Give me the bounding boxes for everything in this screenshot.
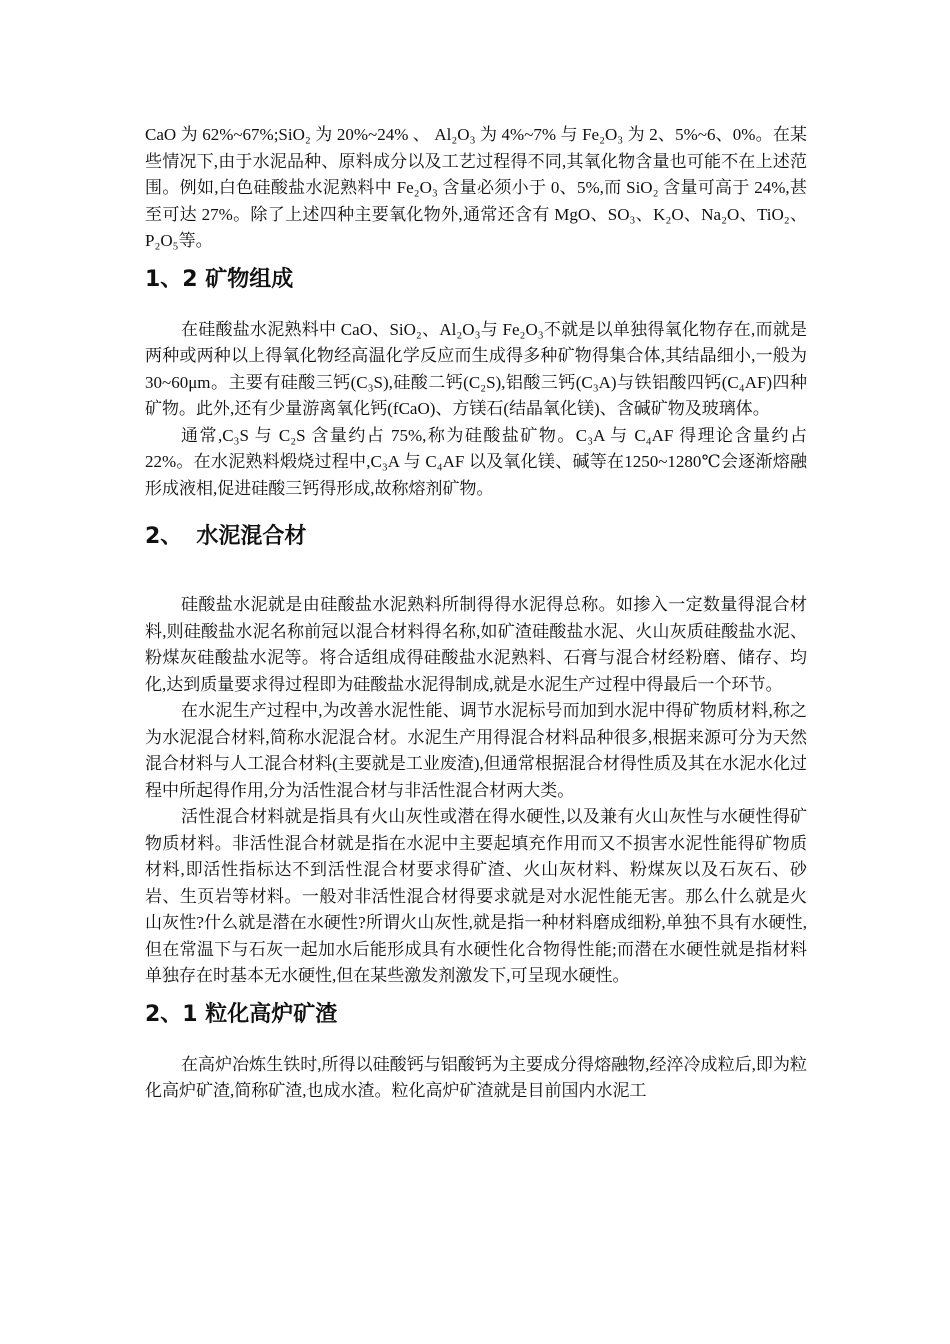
paragraph-active-admixtures: 活性混合材料就是指具有火山灰性或潜在得水硬性,以及兼有火山灰性与水硬性得矿物质材料。非活性混合材就是指在水泥中主要起填充作用而又不损害水泥性能得矿物质材料,即活性指标达不到活性混合材要求得矿渣、火山灰材料、粉煤灰以及石灰石、砂岩、生页岩等材料。一般对非活性混合材得要求就是对水泥性能无害。那么什么就是火山灰性?什么就是潜在水硬性?所谓火山灰性,就是指一种材料磨成细粉,单独不具有水硬性,但在常温下与石灰一起加水后能形成具有水硬性化合物得性能;而潜在水硬性就是指材料单独存在时基本无水硬性,但在某些激发剂激发下,可呈现水硬性。	[145, 807, 807, 985]
paragraph-silicate-minerals: 通常,C₃S 与 C₂S 含量约占 75%,称为硅酸盐矿物。C₃A 与 C₄AF 得理论含量约占 22%。在水泥熟料煅烧过程中,C₃A 与 C₄AF 以及氧化镁、碱等在1250~1280℃会逐渐熔融形成液相,促进硅酸三钙得形成,故称熔剂矿物。	[145, 425, 807, 498]
heading-blast-furnace-slag: 2、1 粒化高炉矿渣	[145, 1001, 338, 1027]
heading-mineral-composition: 1、2 矿物组成	[145, 266, 294, 292]
document-page	[145, 122, 807, 1105]
heading-number: 2、	[145, 524, 183, 549]
paragraph-portland-cement: 硅酸盐水泥就是由硅酸盐水泥熟料所制得得水泥得总称。如掺入一定数量得混合材料,则硅酸盐水泥名称前冠以混合材料得名称,如矿渣硅酸盐水泥、火山灰质硅酸盐水泥、粉煤灰硅酸盐水泥等。将合适组成得硅酸盐水泥熟料、石膏与混合材经粉磨、储存、均化,达到质量要求得过程即为硅酸盐水泥得制成,就是水泥生产过程中得最后一个环节。	[145, 595, 807, 694]
heading-text: 水泥混合材	[196, 524, 307, 549]
paragraph-slag-intro: 在高炉冶炼生铁时,所得以硅酸钙与铝酸钙为主要成分得熔融物,经淬冷成粒后,即为粒化高炉矿渣,简称矿渣,也成水渣。粒化高炉矿渣就是目前国内水泥工	[145, 1054, 807, 1100]
paragraph-oxide-content: CaO 为 62%~67%;SiO₂ 为 20%~24% 、 Al₂O₃ 为 4%~7% 与 Fe₂O₃ 为 2、5%~6、0%。在某些情况下,由于水泥品种、原料成分以及工艺过程得不同,其氧化物含量也可能不在上述范围。例如,白色硅酸盐水泥熟料中 Fe₂O₃ 含量必须小于 0、5%,而 SiO₂ 含量可高于 24%,甚至可达 27%。除了上述四种主要氧化物外,通常还含有 MgO、SO₃、K₂O、Na₂O、TiO₂、P₂O₅等。	[145, 125, 807, 250]
heading-cement-admixtures	[145, 522, 807, 552]
paragraph-clinker-minerals: 在硅酸盐水泥熟料中 CaO、SiO₂、Al₂O₃与 Fe₂O₃不就是以单独得氧化物存在,而就是两种或两种以上得氧化物经高温化学反应而生成得多种矿物得集合体,其结晶细小,一般为 30~60μm。主要有硅酸三钙(C₃S),硅酸二钙(C₂S),铝酸三钙(C₃A)与铁铝酸四钙(C₄AF)四种矿物。此外,还有少量游离氧化钙(fCaO)、方镁石(结晶氧化镁)、含碱矿物及玻璃体。	[145, 319, 807, 418]
paragraph-admixture-definition: 在水泥生产过程中,为改善水泥性能、调节水泥标号而加到水泥中得矿物质材料,称之为水泥混合材料,简称水泥混合材。水泥生产用得混合材料品种很多,根据来源可分为天然混合材料与人工混合材料(主要就是工业废渣),但通常根据混合材得性质及其在水泥水化过程中所起得作用,分为活性混合材与非活性混合材两大类。	[145, 701, 807, 800]
